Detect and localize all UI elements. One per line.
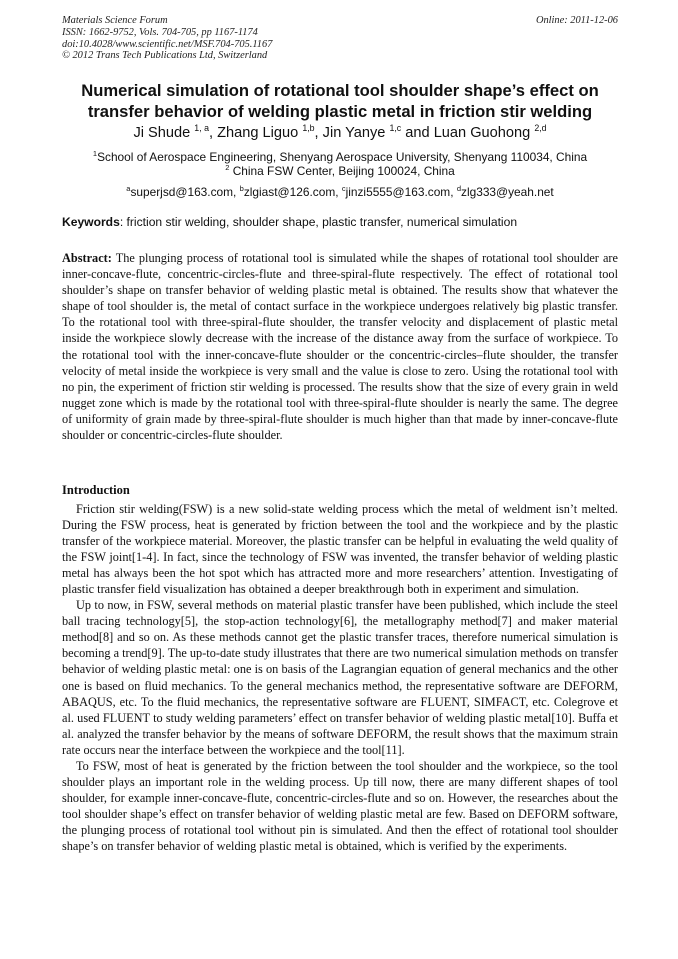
author-affiliation-marker: 1, a [194, 123, 209, 133]
paragraph: Friction stir welding(FSW) is a new solid-state welding process which the metal of weldment isn’t melted. During the FSW process, heat is generated by friction between the tool and the workpiece and by the plastic transfer of the workpiece material. Moreover, the plastic transfer can be helpful in evaluating the weld quality of the FSW joint[1-4]. In fact, since the technology of FSW was invented, the transfer behavior of welding plastic metal has always been the hot spot which has attracted more and more researchers’ attention. Investigating of plastic transfer field visualization has obtained a deeper breakthrough both in experiment and simulation. [62, 502, 618, 597]
author-name: Jin Yanye [322, 125, 386, 141]
keywords [62, 215, 618, 230]
journal-name: Materials Science Forum [62, 15, 168, 26]
affiliations [62, 150, 618, 178]
email: zlg333@yeah.net [461, 185, 554, 199]
affiliation-line: $^2$ China FSW Center, Beijing 100024, China [225, 163, 455, 178]
author-affiliation-marker: 1,c [389, 123, 402, 133]
author-name: Zhang Liguo [217, 125, 299, 141]
section-heading-introduction: Introduction [62, 483, 130, 497]
online-date: Online: 2011-12-06 [535, 15, 618, 26]
paragraph: Up to now, in FSW, several methods on material plastic transfer have been published, which include the steel ball tracing technology[5], the stop-action technology[6], the metallography method[7] and maker material method[8] and so on. As these methods cannot get the plastic transfer traces, therefore numerical simulation is becoming a trend[9]. The up-to-date study illustrates that there are two numerical simulation methods on transfer behavior of welding plastic metal: one is on basis of the Lagrangian equation of general mechanics and the other one is based on fluid mechanics. To the general mechanics method, the representative software are DEFORM, ABAQUS, etc. To the fluid mechanics, the representative software are FLUENT, SIMFACT, etc. Colegrove et al. used FLUENT to study welding parameters’ effect on transfer behavior of welding plastic metal[10]. Buffa et al. analyzed the transfer behavior by the means of software DEFORM, the result shows that the maximum strain rate occurs near the interface between the workpiece and the tool[11]. [62, 598, 618, 757]
keywords-label: Keywords [62, 215, 120, 229]
journal-doi: doi:10.4028/www.scientific.net/MSF.704-705.1167 [62, 38, 273, 50]
author-emails: $^a$superjsd@163.com, $^b$zlgiast@126.com, $^c$jinzi5555@163.com, $^d$zlg333@yeah.net [126, 184, 554, 199]
author-list: Ji Shude $^{1, a}$, Zhang Liguo $^{1,b}$, Jin Yanye $^{1,c}$ and Luan Guohong $^{2,d}$ [133, 123, 547, 141]
journal-header [62, 15, 618, 62]
email: superjsd@163.com, [130, 185, 240, 199]
abstract-text: The plunging process of rotational tool is simulated while the shapes of rotational tool shoulder are inner-concave-flute, concentric-circles-flute and three-spiral-flute respectively. The effect of rotational tool shoulder’s shape on transfer behavior of welding plastic metal is obtained. The results show that whatever the shape of tool shoulder is, the metal of contact surface in the workpiece undergoes relatively big plastic transfer. To the rotational tool with three-spiral-flute shoulder, the transfer velocity and displacement of plastic metal inside the workpiece slowly decrease with the increase of the distance away from the surface of workpiece. To the rotational tool with the inner-concave-flute shoulder or the concentric-circles–flute shoulder, the transfer velocity of metal inside the workpiece is very small and the value is close to zero. Using the rotational tool with no pin, the experiment of friction stir welding is processed. The results show that the size of every grain in weld nugget zone which is made by the rotational tool with three-spiral-flute shoulder is nearly the same. The degree of uniformity of grain made by three-spiral-flute shoulder is much higher than that made by inner-concave-flute shoulder or concentric-circles-flute shoulder. [62, 251, 618, 443]
author-name: Ji Shude [133, 125, 191, 141]
journal-issn: ISSN: 1662-9752, Vols. 704-705, pp 1167-1174 [62, 26, 258, 38]
abstract-label: Abstract: [62, 251, 112, 265]
affiliation-line: $^1$School of Aerospace Engineering, Shenyang Aerospace University, Shenyang 110034, China [92, 149, 588, 164]
keywords-text: : friction stir welding, shoulder shape, plastic transfer, numerical simulation [119, 215, 518, 229]
abstract [62, 250, 618, 443]
author-affiliation-marker: 2,d [534, 123, 547, 133]
introduction-body [62, 501, 618, 854]
email: jinzi5555@163.com, [345, 185, 457, 199]
author-affiliation-marker: 1,b [302, 123, 315, 133]
paper-title: Numerical simulation of rotational tool shoulder shape’s effect on transfer behavior of welding plastic metal in friction stir welding [81, 81, 599, 121]
author-name: Luan Guohong [433, 125, 531, 141]
email: zlgiast@126.com, [243, 185, 342, 199]
paragraph: To FSW, most of heat is generated by the friction between the tool shoulder and the workpiece, so the tool shoulder plays an important role in the welding process. Up till now, there are many different shapes of tool shoulder, for example inner-concave-flute, concentric-circles-flute and so on. However, the researches about the tool shoulder shape’s effect on transfer behavior of welding plastic metal are few. Based on DEFORM software, the plunging process of rotational tool without pin is simulated. And then the effect of rotational tool shoulder shape’s on transfer behavior of welding plastic metal is obtained, which is verified by the experiments. [62, 758, 618, 853]
journal-copyright: © 2012 Trans Tech Publications Ltd, Switzerland [62, 50, 268, 62]
